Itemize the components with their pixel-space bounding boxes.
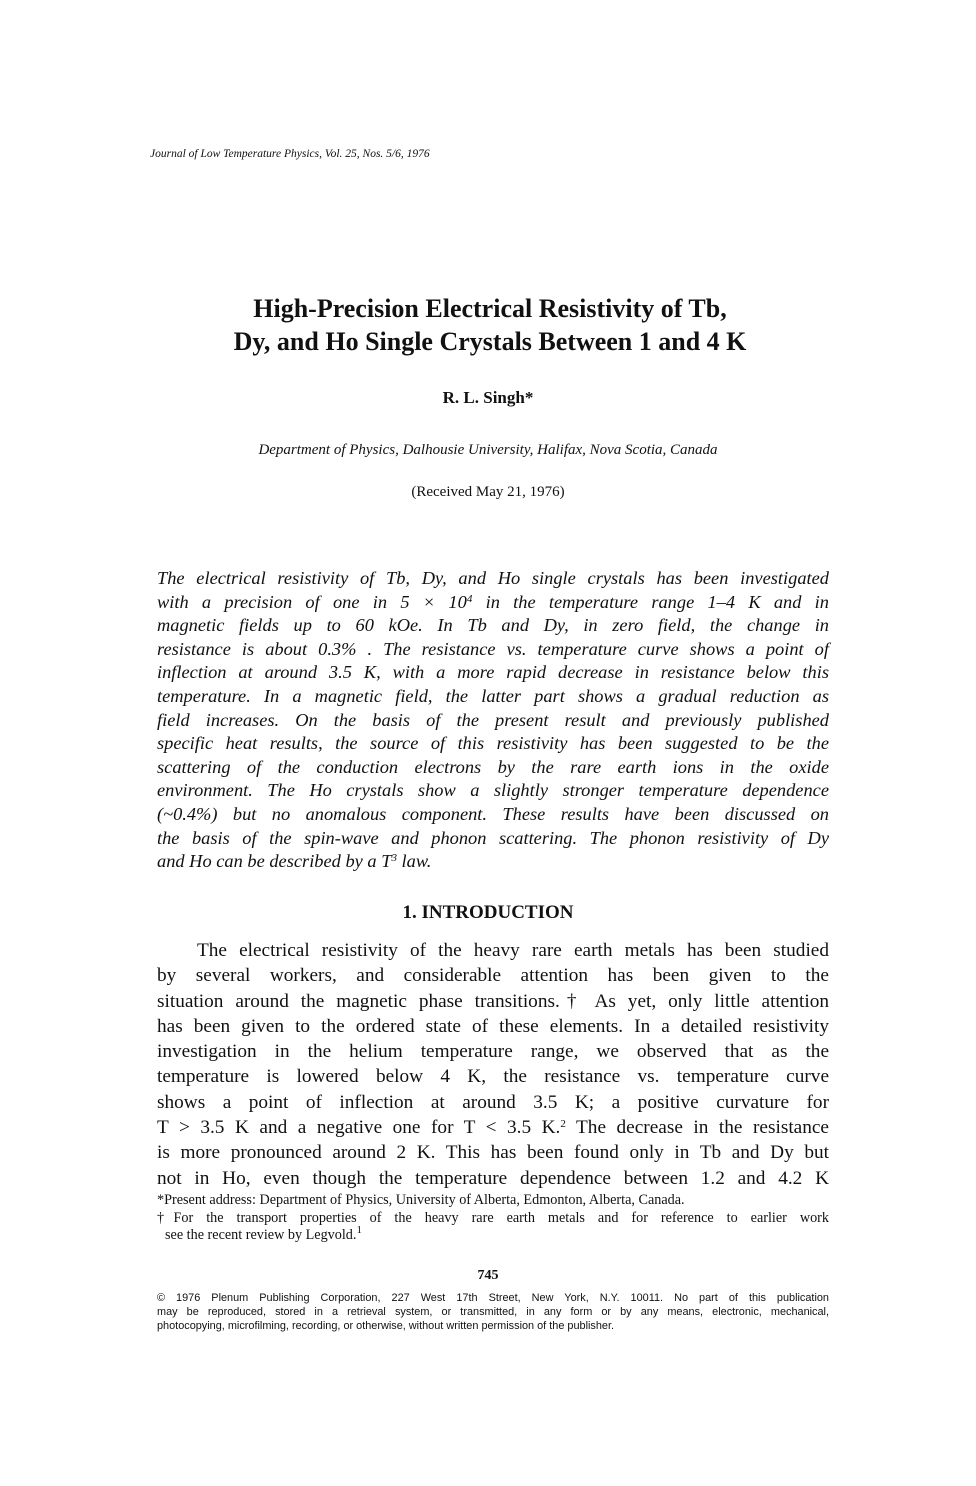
- body-line: investigation in the helium temperature range, we observed that as the: [157, 1041, 829, 1063]
- copyright-line: © 1976 Plenum Publishing Corporation, 227 West 17th Street, New York, N.Y. 10011. No part of this publication: [157, 1292, 829, 1304]
- received-date: (Received May 21, 1976): [411, 484, 565, 500]
- title-line: High-Precision Electrical Resistivity of Tb,: [253, 294, 727, 323]
- body-line: by several workers, and considerable attention has been given to the: [157, 965, 829, 987]
- author: R. L. Singh*: [442, 388, 534, 407]
- footnote-line: †For the transport properties of the heavy rare earth metals and for reference to earlier work: [157, 1209, 829, 1226]
- footnote-line: see the recent review by Legvold.$^1$: [165, 1224, 362, 1243]
- abstract-line: field increases. On the basis of the present result and previously published: [157, 709, 829, 730]
- abstract-line: magnetic fields up to 60 kOe. In Tb and Dy, in zero field, the change in: [157, 615, 829, 636]
- abstract-line: specific heat results, the source of this resistivity has been suggested to be the: [157, 733, 829, 754]
- abstract-line: scattering of the conduction electrons by the rare earth ions in the oxide: [157, 756, 829, 777]
- title-line: Dy, and Ho Single Crystals Between 1 and 4 K: [233, 327, 747, 356]
- abstract-line: environment. The Ho crystals show a slightly stronger temperature dependence: [157, 780, 829, 801]
- page-number: 745: [477, 1268, 499, 1283]
- body-line: T > 3.5 K and a negative one for T < 3.5 K.$^2$ The decrease in the resistance: [157, 1117, 829, 1139]
- abstract-line: resistance is about 0.3% . The resistance vs. temperature curve shows a point of: [157, 638, 829, 659]
- abstract-line: and Ho can be described by a $T^3$ law.: [157, 851, 432, 872]
- copyright-line: photocopying, microfilming, recording, or otherwise, without written permission of the publisher.: [157, 1319, 615, 1332]
- abstract-line: (~0.4%) but no anomalous component. These results have been discussed on: [157, 803, 829, 824]
- journal-citation: Journal of Low Temperature Physics, Vol. 25, Nos. 5/6, 1976: [150, 148, 430, 160]
- abstract-line: the basis of the spin-wave and phonon scattering. The phonon resistivity of Dy: [157, 827, 829, 848]
- paper-title: [120, 292, 860, 358]
- footnote-line: *Present address: Department of Physics, University of Alberta, Edmonton, Alberta, Canada.: [157, 1192, 685, 1208]
- footnotes: [157, 1192, 829, 1245]
- body-line: The electrical resistivity of the heavy rare earth metals has been studied: [197, 940, 829, 961]
- copyright-notice: [157, 1292, 829, 1333]
- body-line: situation around the magnetic phase transitions.† As yet, only little attention: [157, 990, 829, 1012]
- copyright-line: may be reproduced, stored in a retrieval system, or transmitted, in any form or by any means, electronic, mechanical,: [157, 1305, 829, 1318]
- abstract-line: inflection at around 3.5 K, with a more rapid decrease in resistance below this: [157, 662, 829, 683]
- abstract: [157, 567, 829, 874]
- affiliation: Department of Physics, Dalhousie University, Halifax, Nova Scotia, Canada: [258, 442, 718, 458]
- body-text: [157, 938, 829, 1191]
- body-line: has been given to the ordered state of these elements. In a detailed resistivity: [157, 1015, 829, 1037]
- body-line: is more pronounced around 2 K. This has been found only in Tb and Dy but: [157, 1142, 829, 1164]
- abstract-line: The electrical resistivity of Tb, Dy, and Ho single crystals has been investigated: [157, 568, 829, 588]
- body-line: shows a point of inflection at around 3.5 K; a positive curvature for: [157, 1091, 829, 1113]
- body-line: temperature is lowered below 4 K, the resistance vs. temperature curve: [157, 1066, 829, 1088]
- section-heading: 1. INTRODUCTION: [402, 902, 574, 923]
- abstract-line: temperature. In a magnetic field, the latter part shows a gradual reduction as: [157, 685, 829, 706]
- body-line: not in Ho, even though the temperature dependence between 1.2 and 4.2 K: [157, 1167, 829, 1189]
- abstract-line: with a precision of one in $5 \times 10^4$ in the temperature range 1–4 K and in: [157, 591, 829, 612]
